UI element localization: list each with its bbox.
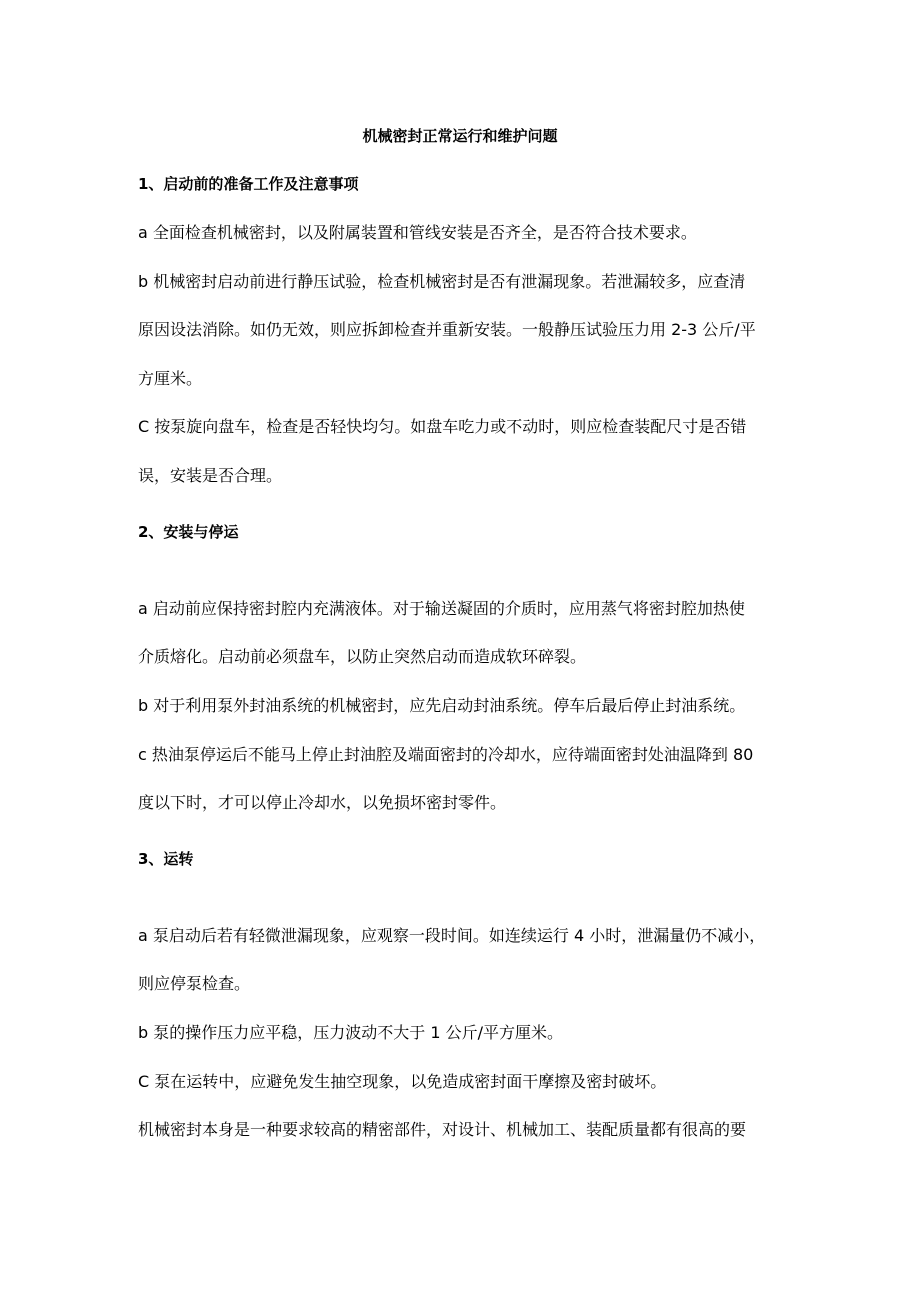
section-heading-3: 3、运转 <box>138 850 194 868</box>
paragraph-line: C 按泵旋向盘车，检查是否轻快均匀。如盘车吃力或不动时，则应检查装配尺寸是否错 <box>138 417 747 436</box>
paragraph-line: c 热油泵停运后不能马上停止封油腔及端面密封的冷却水，应待端面密封处油温降到 80 <box>138 745 754 764</box>
paragraph-line: 机械密封本身是一种要求较高的精密部件，对设计、机械加工、装配质量都有很高的要 <box>138 1120 747 1139</box>
paragraph-line: b 对于利用泵外封油系统的机械密封，应先启动封油系统。停车后最后停止封油系统。 <box>138 696 746 715</box>
paragraph-line: 误，安装是否合理。 <box>138 466 283 485</box>
paragraph-line: 则应停泵检查。 <box>138 974 251 993</box>
paragraph-line: b 机械密封启动前进行静压试验，检查机械密封是否有泄漏现象。若泄漏较多，应查清 <box>138 272 746 291</box>
section-heading-1: 1、启动前的准备工作及注意事项 <box>138 175 359 193</box>
paragraph-line: 方厘米。 <box>138 369 203 388</box>
paragraph-line: 介质熔化。启动前必须盘车，以防止突然启动而造成软环碎裂。 <box>138 647 587 666</box>
paragraph-line: b 泵的操作压力应平稳，压力波动不大于 1 公斤/平方厘米。 <box>138 1023 563 1042</box>
paragraph-line: C 泵在运转中，应避免发生抽空现象，以免造成密封面干摩擦及密封破坏。 <box>138 1072 667 1091</box>
paragraph-line: 原因设法消除。如仍无效，则应拆卸检查并重新安装。一般静压试验压力用 2-3 公斤/平 <box>138 320 756 339</box>
paragraph-line: a 启动前应保持密封腔内充满液体。对于输送凝固的介质时，应用蒸气将密封腔加热使 <box>138 599 745 618</box>
section-heading-2: 2、安装与停运 <box>138 523 239 541</box>
page-title: 机械密封正常运行和维护问题 <box>362 127 558 145</box>
paragraph-line: a 全面检查机械密封，以及附属装置和管线安装是否齐全，是否符合技术要求。 <box>138 223 697 242</box>
paragraph-line: 度以下时，才可以停止冷却水，以免损坏密封零件。 <box>138 793 507 812</box>
paragraph-line: a 泵启动后若有轻微泄漏现象，应观察一段时间。如连续运行 4 小时，泄漏量仍不减小， <box>138 926 766 945</box>
